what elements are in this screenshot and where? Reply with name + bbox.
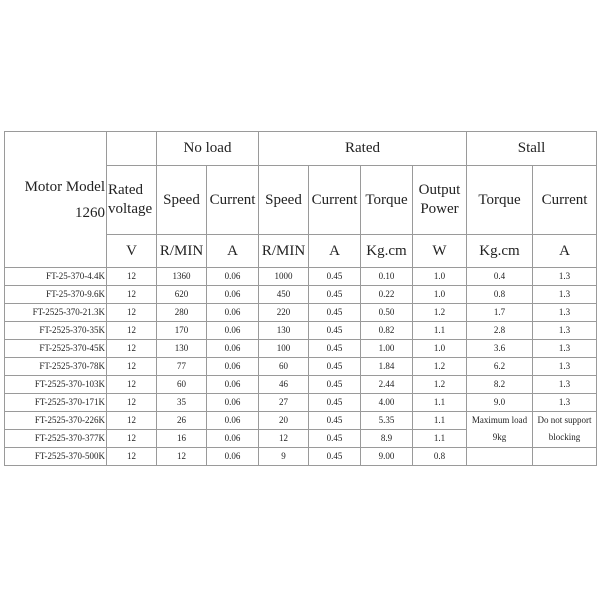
rated-current-cell: 0.45 xyxy=(309,286,361,304)
model-cell: FT-25-370-4.4K xyxy=(5,268,107,286)
table-row xyxy=(5,340,597,358)
rated-power-cell: 1.1 xyxy=(413,394,467,412)
stall-torque-cell: 8.2 xyxy=(467,376,533,394)
col-rated-voltage: Rated voltage xyxy=(107,166,157,235)
rated-speed-cell: 20 xyxy=(259,412,309,430)
stall-torque-cell: 3.6 xyxy=(467,340,533,358)
rated-power-cell: 1.1 xyxy=(413,322,467,340)
table-row xyxy=(5,376,597,394)
rated-current-cell: 0.45 xyxy=(309,394,361,412)
no-support-line2: blocking xyxy=(548,432,581,442)
stall-current-cell: 1.3 xyxy=(533,322,597,340)
stall-current-cell: 1.3 xyxy=(533,376,597,394)
rated-power-cell: 1.0 xyxy=(413,268,467,286)
stall-current-cell: 1.3 xyxy=(533,340,597,358)
rated-power-cell: 1.2 xyxy=(413,358,467,376)
spec-table-container xyxy=(4,131,596,466)
noload-speed-cell: 1360 xyxy=(157,268,207,286)
noload-speed-cell: 620 xyxy=(157,286,207,304)
max-load-note xyxy=(467,412,533,448)
table-row xyxy=(5,412,597,430)
rated-current-cell: 0.45 xyxy=(309,412,361,430)
noload-current-cell: 0.06 xyxy=(207,412,259,430)
motor-spec-table xyxy=(4,131,597,466)
noload-current-cell: 0.06 xyxy=(207,358,259,376)
rated-speed-cell: 130 xyxy=(259,322,309,340)
voltage-cell: 12 xyxy=(107,412,157,430)
noload-speed-cell: 170 xyxy=(157,322,207,340)
noload-current-cell: 0.06 xyxy=(207,430,259,448)
rated-speed-cell: 100 xyxy=(259,340,309,358)
voltage-cell: 12 xyxy=(107,286,157,304)
rated-speed-cell: 27 xyxy=(259,394,309,412)
stall-current-cell: 1.3 xyxy=(533,268,597,286)
col-output-power: Output Power xyxy=(413,166,467,235)
table-row xyxy=(5,448,597,466)
rated-torque-cell: 0.22 xyxy=(361,286,413,304)
voltage-cell: 12 xyxy=(107,448,157,466)
rated-torque-cell: 5.35 xyxy=(361,412,413,430)
table-row xyxy=(5,322,597,340)
noload-current-cell: 0.06 xyxy=(207,394,259,412)
voltage-cell: 12 xyxy=(107,340,157,358)
table-row xyxy=(5,268,597,286)
unit-noload-current: A xyxy=(207,235,259,268)
stall-current-cell: 1.3 xyxy=(533,304,597,322)
stall-torque-cell: 9.0 xyxy=(467,394,533,412)
voltage-cell: 12 xyxy=(107,268,157,286)
model-cell: FT-2525-370-377K xyxy=(5,430,107,448)
model-cell: FT-2525-370-103K xyxy=(5,376,107,394)
rated-power-cell: 0.8 xyxy=(413,448,467,466)
empty-stall-cell xyxy=(533,448,597,466)
noload-current-cell: 0.06 xyxy=(207,376,259,394)
stall-torque-cell: 2.8 xyxy=(467,322,533,340)
noload-current-cell: 0.06 xyxy=(207,304,259,322)
rated-current-cell: 0.45 xyxy=(309,322,361,340)
rated-torque-cell: 1.84 xyxy=(361,358,413,376)
empty-stall-cell xyxy=(467,448,533,466)
unit-noload-speed: R/MIN xyxy=(157,235,207,268)
rated-speed-cell: 1000 xyxy=(259,268,309,286)
rated-torque-cell: 4.00 xyxy=(361,394,413,412)
noload-speed-cell: 26 xyxy=(157,412,207,430)
rated-speed-cell: 12 xyxy=(259,430,309,448)
header-group-row xyxy=(5,132,597,166)
rated-torque-cell: 0.82 xyxy=(361,322,413,340)
stall-current-cell: 1.3 xyxy=(533,394,597,412)
rated-torque-cell: 0.10 xyxy=(361,268,413,286)
voltage-cell: 12 xyxy=(107,394,157,412)
col-stall-torque: Torque xyxy=(467,166,533,235)
no-support-line1: Do not support xyxy=(537,415,592,425)
noload-speed-cell: 130 xyxy=(157,340,207,358)
noload-current-cell: 0.06 xyxy=(207,322,259,340)
group-stall: Stall xyxy=(467,132,597,166)
noload-speed-cell: 35 xyxy=(157,394,207,412)
unit-stall-torque: Kg.cm xyxy=(467,235,533,268)
rated-speed-cell: 450 xyxy=(259,286,309,304)
rated-torque-cell: 8.9 xyxy=(361,430,413,448)
unit-rated-power: W xyxy=(413,235,467,268)
stall-torque-cell: 0.8 xyxy=(467,286,533,304)
model-cell: FT-2525-370-500K xyxy=(5,448,107,466)
noload-current-cell: 0.06 xyxy=(207,340,259,358)
stall-current-cell: 1.3 xyxy=(533,286,597,304)
rated-speed-cell: 60 xyxy=(259,358,309,376)
rated-torque-cell: 1.00 xyxy=(361,340,413,358)
rated-torque-cell: 2.44 xyxy=(361,376,413,394)
rated-current-cell: 0.45 xyxy=(309,304,361,322)
rated-power-cell: 1.2 xyxy=(413,376,467,394)
blank-header-cell xyxy=(107,132,157,166)
table-row xyxy=(5,286,597,304)
motor-model-sub: 1260 xyxy=(75,204,105,221)
rated-current-cell: 0.45 xyxy=(309,358,361,376)
model-cell: FT-2525-370-78K xyxy=(5,358,107,376)
stall-current-cell: 1.3 xyxy=(533,358,597,376)
col-rated-torque: Torque xyxy=(361,166,413,235)
table-row xyxy=(5,394,597,412)
unit-rated-torque: Kg.cm xyxy=(361,235,413,268)
voltage-cell: 12 xyxy=(107,304,157,322)
col-stall-current: Current xyxy=(533,166,597,235)
noload-current-cell: 0.06 xyxy=(207,448,259,466)
model-cell: FT-25-370-9.6K xyxy=(5,286,107,304)
rated-power-cell: 1.2 xyxy=(413,304,467,322)
rated-power-cell: 1.1 xyxy=(413,430,467,448)
motor-model-header xyxy=(5,132,107,268)
rated-speed-cell: 220 xyxy=(259,304,309,322)
rated-current-cell: 0.45 xyxy=(309,448,361,466)
rated-current-cell: 0.45 xyxy=(309,340,361,358)
noload-speed-cell: 12 xyxy=(157,448,207,466)
col-rated-current: Current xyxy=(309,166,361,235)
noload-speed-cell: 60 xyxy=(157,376,207,394)
model-cell: FT-2525-370-45K xyxy=(5,340,107,358)
col-noload-speed: Speed xyxy=(157,166,207,235)
rated-torque-cell: 9.00 xyxy=(361,448,413,466)
unit-rated-current: A xyxy=(309,235,361,268)
rated-current-cell: 0.45 xyxy=(309,376,361,394)
group-rated: Rated xyxy=(259,132,467,166)
motor-model-label: Motor Model xyxy=(24,178,105,195)
rated-speed-cell: 46 xyxy=(259,376,309,394)
unit-rated-speed: R/MIN xyxy=(259,235,309,268)
model-cell: FT-2525-370-226K xyxy=(5,412,107,430)
voltage-cell: 12 xyxy=(107,322,157,340)
noload-speed-cell: 16 xyxy=(157,430,207,448)
rated-power-cell: 1.0 xyxy=(413,340,467,358)
group-no-load: No load xyxy=(157,132,259,166)
voltage-cell: 12 xyxy=(107,358,157,376)
stall-torque-cell: 6.2 xyxy=(467,358,533,376)
col-noload-current: Current xyxy=(207,166,259,235)
table-row xyxy=(5,304,597,322)
rated-torque-cell: 0.50 xyxy=(361,304,413,322)
rated-current-cell: 0.45 xyxy=(309,268,361,286)
rated-power-cell: 1.0 xyxy=(413,286,467,304)
noload-speed-cell: 77 xyxy=(157,358,207,376)
max-load-line1: Maximum load xyxy=(471,415,528,425)
stall-torque-cell: 0.4 xyxy=(467,268,533,286)
table-row xyxy=(5,358,597,376)
noload-speed-cell: 280 xyxy=(157,304,207,322)
noload-current-cell: 0.06 xyxy=(207,268,259,286)
rated-speed-cell: 9 xyxy=(259,448,309,466)
noload-current-cell: 0.06 xyxy=(207,286,259,304)
max-load-line2: 9kg xyxy=(492,432,507,442)
rated-current-cell: 0.45 xyxy=(309,430,361,448)
model-cell: FT-2525-370-21.3K xyxy=(5,304,107,322)
unit-voltage: V xyxy=(107,235,157,268)
stall-torque-cell: 1.7 xyxy=(467,304,533,322)
voltage-cell: 12 xyxy=(107,376,157,394)
unit-stall-current: A xyxy=(533,235,597,268)
rated-power-cell: 1.1 xyxy=(413,412,467,430)
model-cell: FT-2525-370-171K xyxy=(5,394,107,412)
no-blocking-note xyxy=(533,412,597,448)
model-cell: FT-2525-370-35K xyxy=(5,322,107,340)
voltage-cell: 12 xyxy=(107,430,157,448)
col-rated-speed: Speed xyxy=(259,166,309,235)
